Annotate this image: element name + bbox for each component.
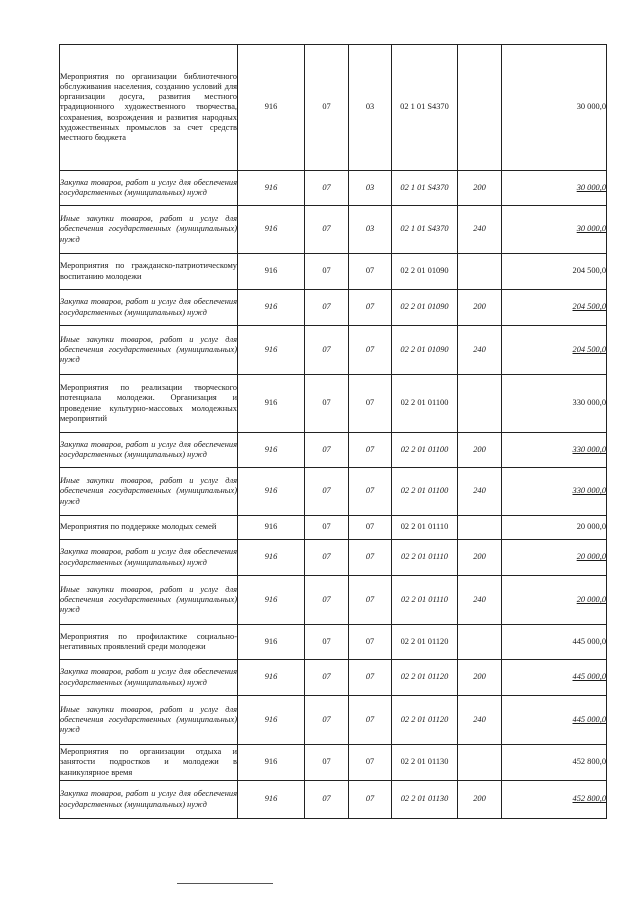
row-name: Иные закупки товаров, работ и услуг для обеспечения государственных (муниципальных) нужд — [60, 576, 238, 625]
row-expense-type: 200 — [458, 540, 502, 576]
row-ved-code: 916 — [238, 516, 305, 540]
table-row — [60, 290, 607, 326]
row-target-article: 02 2 01 01090 — [392, 326, 458, 375]
row-subsection-code: 07 — [349, 290, 392, 326]
row-ved-code: 916 — [238, 326, 305, 375]
row-target-article: 02 2 01 01120 — [392, 696, 458, 745]
row-section-code: 07 — [305, 781, 349, 819]
row-expense-type — [458, 625, 502, 660]
row-expense-type — [458, 254, 502, 290]
row-name: Мероприятия по профилактике социально-негативных проявлений среди молодежи — [60, 625, 238, 660]
table-row — [60, 781, 607, 819]
budget-table — [59, 44, 607, 819]
row-amount — [502, 576, 607, 625]
row-target-article: 02 2 01 01130 — [392, 781, 458, 819]
row-section-code: 07 — [305, 206, 349, 254]
row-name: Мероприятия по реализации творческого потенциала молодежи. Организация и проведение культурно-массовых молодежных мероприятий — [60, 375, 238, 433]
row-expense-type: 200 — [458, 433, 502, 468]
table-row — [60, 171, 607, 206]
row-section-code: 07 — [305, 290, 349, 326]
row-subsection-code: 03 — [349, 45, 392, 171]
row-ved-code: 916 — [238, 290, 305, 326]
row-amount-value: 20 000,0 — [576, 522, 606, 532]
table-row — [60, 206, 607, 254]
row-section-code: 07 — [305, 516, 349, 540]
footer-divider — [177, 883, 273, 884]
row-subsection-code: 07 — [349, 660, 392, 696]
row-amount — [502, 625, 607, 660]
row-section-code: 07 — [305, 625, 349, 660]
row-target-article: 02 2 01 01130 — [392, 745, 458, 781]
row-name: Закупка товаров, работ и услуг для обеспечения государственных (муниципальных) нужд — [60, 171, 238, 206]
row-target-article: 02 2 01 01100 — [392, 433, 458, 468]
row-subsection-code: 07 — [349, 326, 392, 375]
row-amount-value: 204 500,0 — [572, 344, 606, 354]
row-amount-value: 452 800,0 — [572, 757, 606, 767]
row-amount-value: 330 000,0 — [572, 398, 606, 408]
row-ved-code: 916 — [238, 433, 305, 468]
row-expense-type: 200 — [458, 290, 502, 326]
row-amount-value: 445 000,0 — [572, 636, 606, 646]
table-row — [60, 468, 607, 516]
row-amount-value: 445 000,0 — [572, 714, 606, 724]
row-expense-type: 200 — [458, 660, 502, 696]
row-name: Закупка товаров, работ и услуг для обеспечения государственных (муниципальных) нужд — [60, 433, 238, 468]
row-target-article: 02 2 01 01120 — [392, 660, 458, 696]
row-amount-value: 30 000,0 — [576, 182, 606, 192]
row-name: Иные закупки товаров, работ и услуг для обеспечения государственных (муниципальных) нужд — [60, 206, 238, 254]
row-section-code: 07 — [305, 660, 349, 696]
row-subsection-code: 07 — [349, 540, 392, 576]
row-target-article: 02 2 01 01090 — [392, 290, 458, 326]
row-name: Закупка товаров, работ и услуг для обеспечения государственных (муниципальных) нужд — [60, 540, 238, 576]
row-name: Закупка товаров, работ и услуг для обеспечения государственных (муниципальных) нужд — [60, 660, 238, 696]
row-expense-type: 200 — [458, 171, 502, 206]
row-target-article: 02 2 01 01110 — [392, 576, 458, 625]
row-ved-code: 916 — [238, 781, 305, 819]
row-target-article: 02 2 01 01110 — [392, 516, 458, 540]
row-target-article: 02 2 01 01100 — [392, 468, 458, 516]
row-subsection-code: 07 — [349, 696, 392, 745]
row-amount — [502, 375, 607, 433]
row-subsection-code: 07 — [349, 433, 392, 468]
row-amount — [502, 540, 607, 576]
table-row — [60, 516, 607, 540]
row-amount — [502, 433, 607, 468]
row-name: Мероприятия по организации отдыха и занятости подростков и молодежи в каникулярное время — [60, 745, 238, 781]
row-amount — [502, 745, 607, 781]
row-ved-code: 916 — [238, 171, 305, 206]
row-expense-type: 240 — [458, 206, 502, 254]
row-amount-value: 330 000,0 — [572, 486, 606, 496]
row-section-code: 07 — [305, 468, 349, 516]
row-ved-code: 916 — [238, 625, 305, 660]
row-subsection-code: 07 — [349, 516, 392, 540]
row-ved-code: 916 — [238, 576, 305, 625]
row-ved-code: 916 — [238, 206, 305, 254]
row-section-code: 07 — [305, 745, 349, 781]
row-amount-value: 452 800,0 — [572, 794, 606, 804]
row-amount-value: 20 000,0 — [576, 594, 606, 604]
row-subsection-code: 07 — [349, 781, 392, 819]
row-target-article: 02 1 01 S4370 — [392, 171, 458, 206]
row-target-article: 02 2 01 01110 — [392, 540, 458, 576]
row-subsection-code: 03 — [349, 206, 392, 254]
row-subsection-code: 07 — [349, 576, 392, 625]
row-amount-value: 20 000,0 — [576, 552, 606, 562]
table-row — [60, 540, 607, 576]
row-subsection-code: 07 — [349, 745, 392, 781]
row-name: Мероприятия по поддержке молодых семей — [60, 516, 238, 540]
table-row — [60, 696, 607, 745]
row-section-code: 07 — [305, 540, 349, 576]
row-target-article: 02 2 01 01120 — [392, 625, 458, 660]
row-ved-code: 916 — [238, 375, 305, 433]
row-name: Закупка товаров, работ и услуг для обеспечения государственных (муниципальных) нужд — [60, 290, 238, 326]
row-amount — [502, 660, 607, 696]
table-row — [60, 576, 607, 625]
row-ved-code: 916 — [238, 45, 305, 171]
row-expense-type: 240 — [458, 468, 502, 516]
row-section-code: 07 — [305, 254, 349, 290]
row-section-code: 07 — [305, 433, 349, 468]
row-amount — [502, 290, 607, 326]
budget-table-body — [60, 45, 607, 819]
row-expense-type — [458, 516, 502, 540]
row-expense-type: 240 — [458, 326, 502, 375]
row-amount — [502, 45, 607, 171]
row-name: Иные закупки товаров, работ и услуг для обеспечения государственных (муниципальных) нужд — [60, 326, 238, 375]
row-ved-code: 916 — [238, 745, 305, 781]
row-subsection-code: 03 — [349, 171, 392, 206]
row-amount-value: 445 000,0 — [572, 672, 606, 682]
row-section-code: 07 — [305, 375, 349, 433]
row-amount-value: 204 500,0 — [572, 266, 606, 276]
row-amount — [502, 254, 607, 290]
row-subsection-code: 07 — [349, 375, 392, 433]
row-subsection-code: 07 — [349, 254, 392, 290]
row-subsection-code: 07 — [349, 625, 392, 660]
row-name: Иные закупки товаров, работ и услуг для обеспечения государственных (муниципальных) нужд — [60, 696, 238, 745]
row-expense-type — [458, 45, 502, 171]
row-amount — [502, 696, 607, 745]
row-section-code: 07 — [305, 171, 349, 206]
row-name: Иные закупки товаров, работ и услуг для обеспечения государственных (муниципальных) нужд — [60, 468, 238, 516]
row-ved-code: 916 — [238, 468, 305, 516]
row-target-article: 02 1 01 S4370 — [392, 206, 458, 254]
row-amount — [502, 468, 607, 516]
row-amount — [502, 781, 607, 819]
row-expense-type: 240 — [458, 696, 502, 745]
row-amount — [502, 326, 607, 375]
table-row — [60, 45, 607, 171]
row-amount-value: 30 000,0 — [576, 102, 606, 112]
row-amount-value: 30 000,0 — [576, 224, 606, 234]
row-ved-code: 916 — [238, 696, 305, 745]
row-name: Мероприятия по гражданско-патриотическому воспитанию молодежи — [60, 254, 238, 290]
row-section-code: 07 — [305, 45, 349, 171]
row-expense-type — [458, 745, 502, 781]
row-amount — [502, 516, 607, 540]
row-section-code: 07 — [305, 576, 349, 625]
row-name: Закупка товаров, работ и услуг для обеспечения государственных (муниципальных) нужд — [60, 781, 238, 819]
row-amount-value: 330 000,0 — [572, 444, 606, 454]
table-row — [60, 625, 607, 660]
table-row — [60, 660, 607, 696]
row-amount — [502, 171, 607, 206]
table-row — [60, 433, 607, 468]
table-row — [60, 254, 607, 290]
row-target-article: 02 1 01 S4370 — [392, 45, 458, 171]
row-section-code: 07 — [305, 696, 349, 745]
row-section-code: 07 — [305, 326, 349, 375]
row-amount — [502, 206, 607, 254]
row-target-article: 02 2 01 01090 — [392, 254, 458, 290]
table-row — [60, 326, 607, 375]
row-name: Мероприятия по организации библиотечного обслуживания населения, созданию условий для организации досуга, развития местного традиционного художественного творчества, сохранения, возрождения и развития народных художественных промыслов за счет средств местного бюджета — [60, 45, 238, 171]
row-expense-type: 200 — [458, 781, 502, 819]
row-subsection-code: 07 — [349, 468, 392, 516]
row-ved-code: 916 — [238, 254, 305, 290]
table-row — [60, 375, 607, 433]
row-expense-type: 240 — [458, 576, 502, 625]
row-ved-code: 916 — [238, 660, 305, 696]
row-expense-type — [458, 375, 502, 433]
row-target-article: 02 2 01 01100 — [392, 375, 458, 433]
table-row — [60, 745, 607, 781]
row-ved-code: 916 — [238, 540, 305, 576]
row-amount-value: 204 500,0 — [572, 302, 606, 312]
